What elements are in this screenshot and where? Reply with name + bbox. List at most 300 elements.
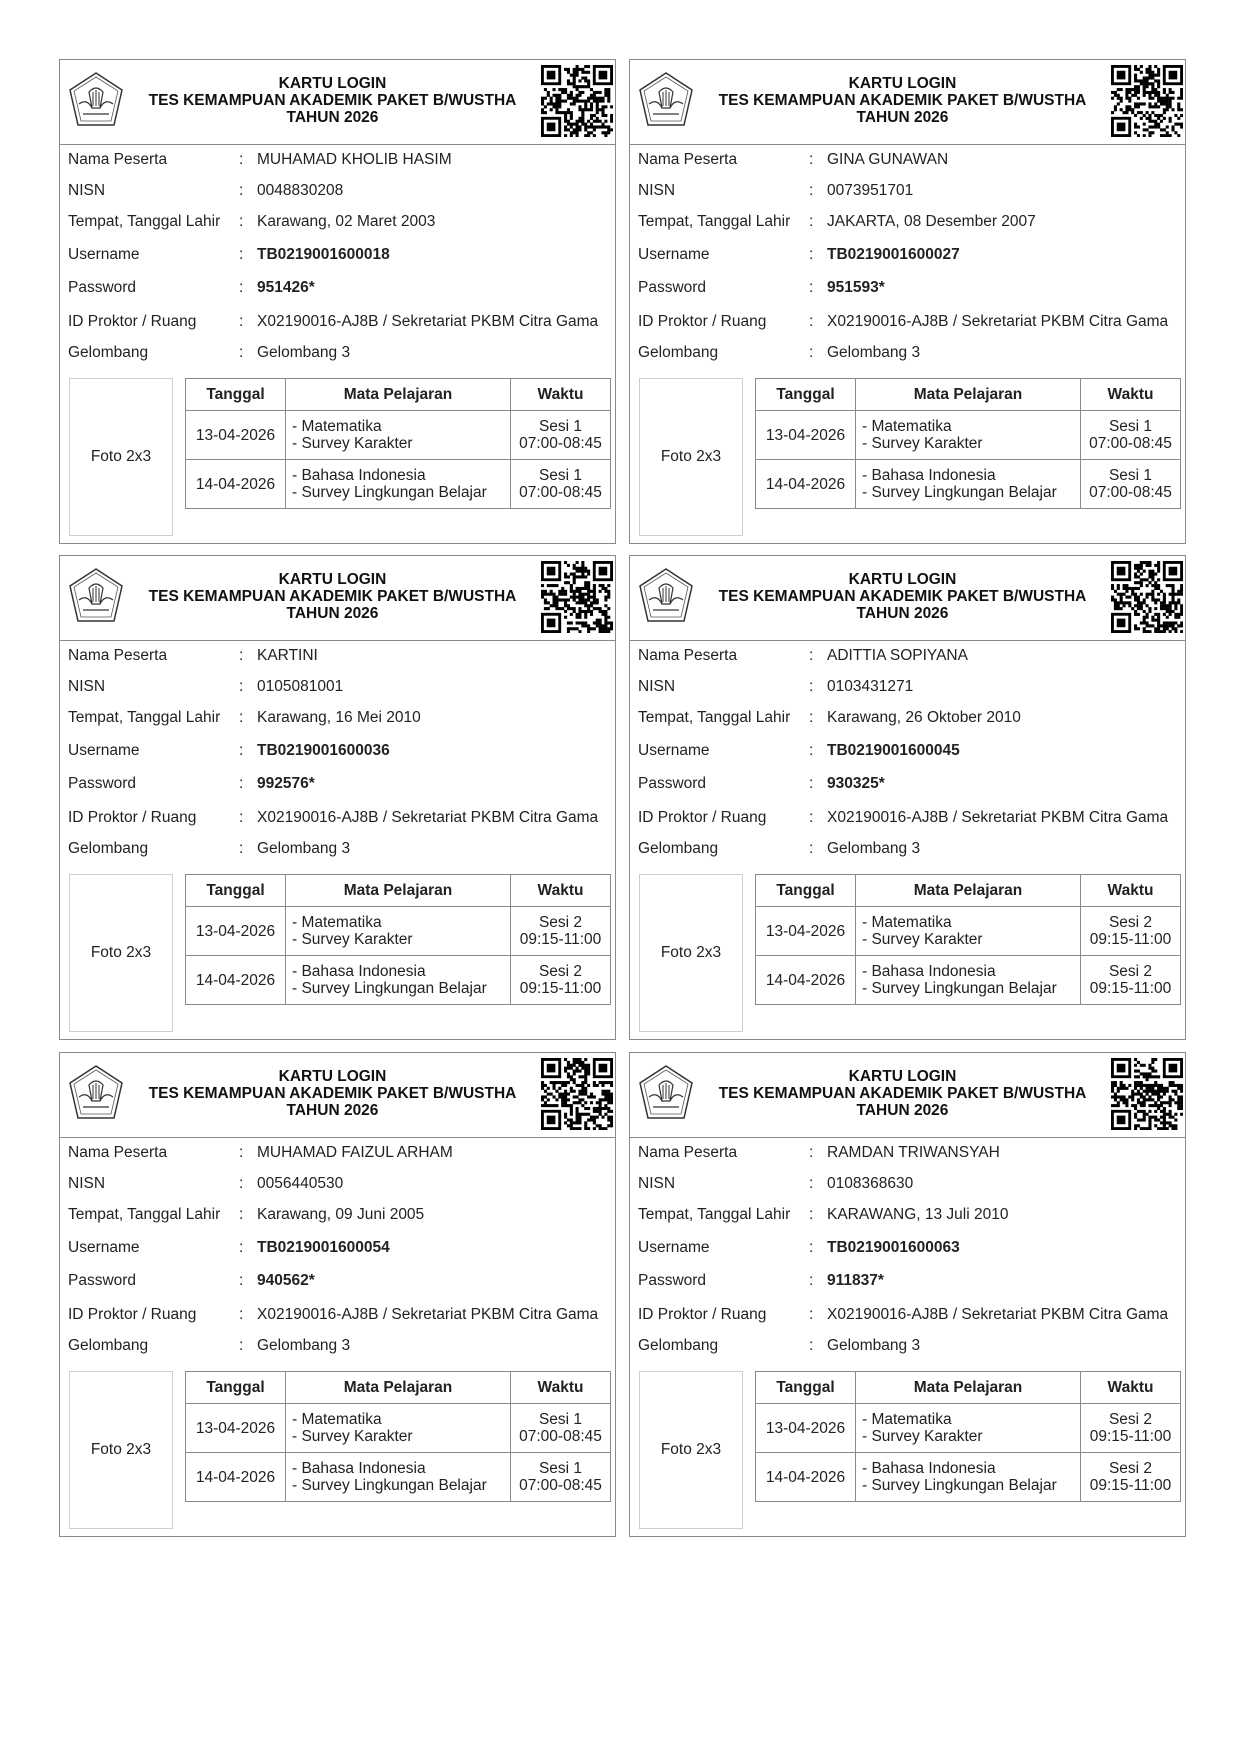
field-value-username: TB0219001600018 xyxy=(257,246,390,263)
time-range: 09:15-11:00 xyxy=(1089,931,1172,948)
cell-mata-pelajaran xyxy=(286,411,511,460)
session: Sesi 1 xyxy=(1108,418,1153,435)
field-value-password: 940562* xyxy=(257,1272,315,1289)
cell-mata-pelajaran xyxy=(856,956,1081,1005)
field-value-nama: MUHAMAD FAIZUL ARHAM xyxy=(257,1144,453,1161)
colon: : xyxy=(809,182,814,199)
field-value-gelombang: Gelombang 3 xyxy=(827,344,921,361)
title-line-2: TES KEMAMPUAN AKADEMIK PAKET B/WUSTHA xyxy=(718,92,1087,109)
title-line-1: KARTU LOGIN xyxy=(848,1068,957,1085)
photo-label: Foto 2x3 xyxy=(90,944,152,961)
title-line-2: TES KEMAMPUAN AKADEMIK PAKET B/WUSTHA xyxy=(718,1085,1087,1102)
field-label: Gelombang xyxy=(68,1337,149,1354)
field-value-nama: RAMDAN TRIWANSYAH xyxy=(827,1144,1000,1161)
photo-placeholder xyxy=(639,378,743,536)
session: Sesi 2 xyxy=(1108,1411,1153,1428)
time-range: 09:15-11:00 xyxy=(1089,1428,1172,1445)
colon: : xyxy=(809,678,814,695)
qr-code-icon xyxy=(541,65,613,137)
table-row xyxy=(186,907,611,956)
cell-tanggal: 14-04-2026 xyxy=(186,1453,286,1502)
field-label: Username xyxy=(638,1239,710,1256)
table-header-row xyxy=(756,875,1181,907)
field-value-nisn: 0105081001 xyxy=(257,678,344,695)
subject-2: - Survey Karakter xyxy=(292,1428,413,1445)
table-row xyxy=(756,411,1181,460)
cell-waktu xyxy=(511,460,611,509)
card-title xyxy=(700,571,1105,622)
field-value-nama: MUHAMAD KHOLIB HASIM xyxy=(257,151,452,168)
login-card xyxy=(629,1052,1186,1537)
tut-wuri-handayani-logo-icon xyxy=(67,1063,125,1125)
title-line-2: TES KEMAMPUAN AKADEMIK PAKET B/WUSTHA xyxy=(148,1085,517,1102)
column-header-mata-pelajaran: Mata Pelajaran xyxy=(856,379,1081,411)
time-range: 07:00-08:45 xyxy=(519,484,602,501)
field-value-ttl: KARAWANG, 13 Juli 2010 xyxy=(827,1206,1009,1223)
qr-code-icon xyxy=(541,561,613,633)
subject-2: - Survey Lingkungan Belajar xyxy=(862,484,1057,501)
tut-wuri-handayani-logo-icon xyxy=(637,70,695,132)
photo-placeholder xyxy=(639,874,743,1032)
table-row xyxy=(756,956,1181,1005)
session: Sesi 1 xyxy=(538,1460,583,1477)
table-row xyxy=(186,956,611,1005)
photo-label: Foto 2x3 xyxy=(660,448,722,465)
login-card xyxy=(59,1052,616,1537)
photo-label: Foto 2x3 xyxy=(90,448,152,465)
field-label: Gelombang xyxy=(638,1337,719,1354)
field-value-gelombang: Gelombang 3 xyxy=(827,1337,921,1354)
colon: : xyxy=(809,344,814,361)
cell-mata-pelajaran xyxy=(856,907,1081,956)
field-value-username: TB0219001600063 xyxy=(827,1239,960,1256)
cell-waktu xyxy=(1081,907,1181,956)
colon: : xyxy=(239,775,244,792)
field-label: Gelombang xyxy=(638,840,719,857)
table-header-row xyxy=(756,379,1181,411)
field-label: Nama Peserta xyxy=(68,647,168,664)
field-value-username: TB0219001600027 xyxy=(827,246,960,263)
photo-label: Foto 2x3 xyxy=(660,944,722,961)
login-card xyxy=(59,59,616,544)
field-label: Nama Peserta xyxy=(638,1144,738,1161)
cell-tanggal: 13-04-2026 xyxy=(756,907,856,956)
field-value-gelombang: Gelombang 3 xyxy=(257,344,351,361)
time-range: 07:00-08:45 xyxy=(519,435,602,452)
subject-1: - Bahasa Indonesia xyxy=(862,467,996,484)
subject-2: - Survey Lingkungan Belajar xyxy=(292,1477,487,1494)
table-header-row xyxy=(186,379,611,411)
login-card xyxy=(629,59,1186,544)
colon: : xyxy=(239,213,244,230)
colon: : xyxy=(809,1306,814,1323)
field-label: Password xyxy=(638,279,707,296)
field-value-password: 930325* xyxy=(827,775,885,792)
tut-wuri-handayani-logo-icon xyxy=(67,70,125,132)
qr-code-icon xyxy=(1111,65,1183,137)
colon: : xyxy=(809,775,814,792)
field-label: ID Proktor / Ruang xyxy=(68,809,197,826)
field-label: Password xyxy=(638,1272,707,1289)
photo-placeholder xyxy=(639,1371,743,1529)
field-value-ttl: Karawang, 16 Mei 2010 xyxy=(257,709,421,726)
field-label: NISN xyxy=(68,1175,106,1192)
field-label: Username xyxy=(638,742,710,759)
tut-wuri-handayani-logo-icon xyxy=(637,566,695,628)
colon: : xyxy=(809,709,814,726)
title-line-2: TES KEMAMPUAN AKADEMIK PAKET B/WUSTHA xyxy=(148,588,517,605)
time-range: 09:15-11:00 xyxy=(1089,1477,1172,1494)
subject-1: - Bahasa Indonesia xyxy=(862,1460,996,1477)
column-header-tanggal: Tanggal xyxy=(186,1372,286,1404)
colon: : xyxy=(239,1239,244,1256)
column-header-waktu: Waktu xyxy=(511,379,611,411)
field-value-password: 951426* xyxy=(257,279,315,296)
title-line-2: TES KEMAMPUAN AKADEMIK PAKET B/WUSTHA xyxy=(148,92,517,109)
colon: : xyxy=(239,279,244,296)
field-label: NISN xyxy=(638,678,676,695)
photo-placeholder xyxy=(69,378,173,536)
title-line-3: TAHUN 2026 xyxy=(286,1102,379,1119)
schedule-table xyxy=(755,378,1181,509)
photo-placeholder xyxy=(69,874,173,1032)
title-line-3: TAHUN 2026 xyxy=(856,109,949,126)
session: Sesi 2 xyxy=(1108,963,1153,980)
schedule-table xyxy=(185,378,611,509)
colon: : xyxy=(239,1337,244,1354)
cell-waktu xyxy=(511,907,611,956)
subject-2: - Survey Karakter xyxy=(292,435,413,452)
cell-waktu xyxy=(1081,460,1181,509)
cell-tanggal: 13-04-2026 xyxy=(186,411,286,460)
colon: : xyxy=(809,809,814,826)
column-header-waktu: Waktu xyxy=(1081,379,1181,411)
column-header-mata-pelajaran: Mata Pelajaran xyxy=(286,875,511,907)
field-label: Tempat, Tanggal Lahir xyxy=(638,1206,791,1223)
subject-2: - Survey Karakter xyxy=(862,435,983,452)
field-value-ttl: Karawang, 02 Maret 2003 xyxy=(257,213,436,230)
column-header-waktu: Waktu xyxy=(1081,1372,1181,1404)
field-value-username: TB0219001600054 xyxy=(257,1239,390,1256)
subject-1: - Matematika xyxy=(292,418,382,435)
colon: : xyxy=(809,279,814,296)
subject-1: - Matematika xyxy=(862,914,952,931)
colon: : xyxy=(239,182,244,199)
session: Sesi 1 xyxy=(1108,467,1153,484)
subject-1: - Bahasa Indonesia xyxy=(292,1460,426,1477)
subject-2: - Survey Lingkungan Belajar xyxy=(862,1477,1057,1494)
column-header-tanggal: Tanggal xyxy=(756,1372,856,1404)
time-range: 09:15-11:00 xyxy=(519,980,602,997)
field-label: ID Proktor / Ruang xyxy=(68,313,197,330)
title-line-3: TAHUN 2026 xyxy=(286,605,379,622)
colon: : xyxy=(809,1337,814,1354)
column-header-mata-pelajaran: Mata Pelajaran xyxy=(856,1372,1081,1404)
colon: : xyxy=(239,313,244,330)
subject-2: - Survey Karakter xyxy=(292,931,413,948)
cell-mata-pelajaran xyxy=(286,956,511,1005)
card-header xyxy=(630,556,1185,641)
session: Sesi 1 xyxy=(538,418,583,435)
field-label: Username xyxy=(68,742,140,759)
column-header-waktu: Waktu xyxy=(511,875,611,907)
colon: : xyxy=(809,1272,814,1289)
table-row xyxy=(756,907,1181,956)
time-range: 09:15-11:00 xyxy=(519,931,602,948)
cell-waktu xyxy=(1081,956,1181,1005)
qr-code-icon xyxy=(541,1058,613,1130)
colon: : xyxy=(809,1175,814,1192)
column-header-mata-pelajaran: Mata Pelajaran xyxy=(286,1372,511,1404)
title-line-2: TES KEMAMPUAN AKADEMIK PAKET B/WUSTHA xyxy=(718,588,1087,605)
field-value-gelombang: Gelombang 3 xyxy=(257,840,351,857)
colon: : xyxy=(809,840,814,857)
cell-mata-pelajaran xyxy=(856,460,1081,509)
schedule-table xyxy=(185,1371,611,1502)
photo-label: Foto 2x3 xyxy=(90,1441,152,1458)
time-range: 07:00-08:45 xyxy=(1089,484,1172,501)
subject-2: - Survey Lingkungan Belajar xyxy=(292,980,487,997)
subject-2: - Survey Lingkungan Belajar xyxy=(862,980,1057,997)
field-value-password: 992576* xyxy=(257,775,315,792)
subject-2: - Survey Lingkungan Belajar xyxy=(292,484,487,501)
subject-2: - Survey Karakter xyxy=(862,1428,983,1445)
cell-mata-pelajaran xyxy=(286,460,511,509)
tut-wuri-handayani-logo-icon xyxy=(637,1063,695,1125)
cell-waktu xyxy=(1081,1404,1181,1453)
table-row xyxy=(756,460,1181,509)
session: Sesi 2 xyxy=(538,914,583,931)
colon: : xyxy=(809,1239,814,1256)
cell-tanggal: 14-04-2026 xyxy=(756,956,856,1005)
field-value-proktor: X02190016-AJ8B / Sekretariat PKBM Citra Gama xyxy=(827,1306,1169,1323)
schedule-table xyxy=(755,874,1181,1005)
cell-tanggal: 13-04-2026 xyxy=(756,1404,856,1453)
title-line-3: TAHUN 2026 xyxy=(286,109,379,126)
colon: : xyxy=(809,1144,814,1161)
session: Sesi 2 xyxy=(1108,1460,1153,1477)
field-label: ID Proktor / Ruang xyxy=(638,809,767,826)
card-header xyxy=(630,1053,1185,1138)
field-value-proktor: X02190016-AJ8B / Sekretariat PKBM Citra Gama xyxy=(257,809,599,826)
login-card xyxy=(59,555,616,1040)
table-header-row xyxy=(186,1372,611,1404)
field-label: Password xyxy=(638,775,707,792)
subject-1: - Matematika xyxy=(862,1411,952,1428)
photo-placeholder xyxy=(69,1371,173,1529)
table-row xyxy=(756,1453,1181,1502)
table-header-row xyxy=(756,1372,1181,1404)
field-value-username: TB0219001600036 xyxy=(257,742,390,759)
colon: : xyxy=(239,1306,244,1323)
cell-mata-pelajaran xyxy=(856,411,1081,460)
subject-1: - Bahasa Indonesia xyxy=(292,467,426,484)
subject-1: - Matematika xyxy=(292,1411,382,1428)
card-title xyxy=(700,75,1105,126)
field-label: Nama Peserta xyxy=(68,151,168,168)
subject-2: - Survey Karakter xyxy=(862,931,983,948)
card-title xyxy=(700,1068,1105,1119)
table-row xyxy=(186,1404,611,1453)
colon: : xyxy=(239,1175,244,1192)
field-value-nama: ADITTIA SOPIYANA xyxy=(827,647,968,664)
session: Sesi 2 xyxy=(538,963,583,980)
column-header-waktu: Waktu xyxy=(1081,875,1181,907)
cell-waktu xyxy=(1081,411,1181,460)
cell-tanggal: 13-04-2026 xyxy=(756,411,856,460)
time-range: 07:00-08:45 xyxy=(519,1477,602,1494)
colon: : xyxy=(239,678,244,695)
colon: : xyxy=(239,709,244,726)
field-value-nisn: 0108368630 xyxy=(827,1175,914,1192)
colon: : xyxy=(809,742,814,759)
subject-1: - Matematika xyxy=(862,418,952,435)
field-value-nisn: 0103431271 xyxy=(827,678,914,695)
table-row xyxy=(186,460,611,509)
field-value-proktor: X02190016-AJ8B / Sekretariat PKBM Citra Gama xyxy=(257,1306,599,1323)
field-value-password: 951593* xyxy=(827,279,885,296)
colon: : xyxy=(809,647,814,664)
table-row xyxy=(186,411,611,460)
colon: : xyxy=(239,246,244,263)
field-label: Password xyxy=(68,775,137,792)
qr-code-icon xyxy=(1111,561,1183,633)
field-value-ttl: Karawang, 09 Juni 2005 xyxy=(257,1206,425,1223)
column-header-tanggal: Tanggal xyxy=(186,379,286,411)
field-value-gelombang: Gelombang 3 xyxy=(257,1337,351,1354)
field-label: Tempat, Tanggal Lahir xyxy=(68,213,221,230)
card-header xyxy=(60,1053,615,1138)
title-line-3: TAHUN 2026 xyxy=(856,1102,949,1119)
field-label: NISN xyxy=(638,182,676,199)
title-line-1: KARTU LOGIN xyxy=(848,75,957,92)
colon: : xyxy=(809,213,814,230)
qr-code-icon xyxy=(1111,1058,1183,1130)
session: Sesi 1 xyxy=(538,1411,583,1428)
cell-tanggal: 14-04-2026 xyxy=(186,956,286,1005)
title-line-1: KARTU LOGIN xyxy=(278,571,387,588)
cell-waktu xyxy=(511,411,611,460)
subject-1: - Matematika xyxy=(292,914,382,931)
column-header-waktu: Waktu xyxy=(511,1372,611,1404)
card-title xyxy=(130,571,535,622)
colon: : xyxy=(239,1272,244,1289)
field-label: Username xyxy=(68,1239,140,1256)
field-value-gelombang: Gelombang 3 xyxy=(827,840,921,857)
field-value-password: 911837* xyxy=(827,1272,884,1289)
field-value-nama: KARTINI xyxy=(257,647,318,664)
tut-wuri-handayani-logo-icon xyxy=(67,566,125,628)
field-value-ttl: JAKARTA, 08 Desember 2007 xyxy=(827,213,1036,230)
field-value-ttl: Karawang, 26 Oktober 2010 xyxy=(827,709,1021,726)
table-row xyxy=(756,1404,1181,1453)
card-title xyxy=(130,75,535,126)
colon: : xyxy=(239,151,244,168)
field-label: NISN xyxy=(68,678,106,695)
title-line-1: KARTU LOGIN xyxy=(278,75,387,92)
field-label: Gelombang xyxy=(68,344,149,361)
field-label: Password xyxy=(68,279,137,296)
subject-1: - Bahasa Indonesia xyxy=(862,963,996,980)
colon: : xyxy=(239,344,244,361)
field-label: Gelombang xyxy=(638,344,719,361)
field-label: ID Proktor / Ruang xyxy=(638,313,767,330)
colon: : xyxy=(809,246,814,263)
schedule-table xyxy=(185,874,611,1005)
time-range: 07:00-08:45 xyxy=(519,1428,602,1445)
field-label: NISN xyxy=(638,1175,676,1192)
card-header xyxy=(60,556,615,641)
title-line-1: KARTU LOGIN xyxy=(848,571,957,588)
cell-waktu xyxy=(511,956,611,1005)
cell-mata-pelajaran xyxy=(856,1453,1081,1502)
column-header-tanggal: Tanggal xyxy=(186,875,286,907)
column-header-tanggal: Tanggal xyxy=(756,875,856,907)
cell-mata-pelajaran xyxy=(286,1404,511,1453)
card-header xyxy=(60,60,615,145)
cell-waktu xyxy=(1081,1453,1181,1502)
photo-label: Foto 2x3 xyxy=(660,1441,722,1458)
field-value-nisn: 0048830208 xyxy=(257,182,344,199)
cell-tanggal: 14-04-2026 xyxy=(186,460,286,509)
field-value-proktor: X02190016-AJ8B / Sekretariat PKBM Citra Gama xyxy=(827,313,1169,330)
field-value-nisn: 0056440530 xyxy=(257,1175,344,1192)
field-label: Gelombang xyxy=(68,840,149,857)
field-value-proktor: X02190016-AJ8B / Sekretariat PKBM Citra Gama xyxy=(827,809,1169,826)
field-label: Tempat, Tanggal Lahir xyxy=(68,1206,221,1223)
cell-waktu xyxy=(511,1453,611,1502)
colon: : xyxy=(239,840,244,857)
session: Sesi 2 xyxy=(1108,914,1153,931)
field-label: Nama Peserta xyxy=(68,1144,168,1161)
field-label: Username xyxy=(68,246,140,263)
colon: : xyxy=(239,1206,244,1223)
field-label: ID Proktor / Ruang xyxy=(638,1306,767,1323)
colon: : xyxy=(239,1144,244,1161)
subject-1: - Bahasa Indonesia xyxy=(292,963,426,980)
field-label: Tempat, Tanggal Lahir xyxy=(638,213,791,230)
cell-tanggal: 13-04-2026 xyxy=(186,907,286,956)
cell-tanggal: 14-04-2026 xyxy=(756,460,856,509)
field-label: Tempat, Tanggal Lahir xyxy=(68,709,221,726)
colon: : xyxy=(239,647,244,664)
cell-mata-pelajaran xyxy=(286,1453,511,1502)
login-card xyxy=(629,555,1186,1040)
schedule-table xyxy=(755,1371,1181,1502)
table-header-row xyxy=(186,875,611,907)
colon: : xyxy=(809,1206,814,1223)
field-value-nama: GINA GUNAWAN xyxy=(827,151,949,168)
cell-tanggal: 14-04-2026 xyxy=(756,1453,856,1502)
time-range: 09:15-11:00 xyxy=(1089,980,1172,997)
field-label: Nama Peserta xyxy=(638,151,738,168)
cell-tanggal: 13-04-2026 xyxy=(186,1404,286,1453)
time-range: 07:00-08:45 xyxy=(1089,435,1172,452)
field-label: Username xyxy=(638,246,710,263)
field-label: Nama Peserta xyxy=(638,647,738,664)
column-header-tanggal: Tanggal xyxy=(756,379,856,411)
card-title xyxy=(130,1068,535,1119)
field-value-proktor: X02190016-AJ8B / Sekretariat PKBM Citra Gama xyxy=(257,313,599,330)
title-line-1: KARTU LOGIN xyxy=(278,1068,387,1085)
field-value-username: TB0219001600045 xyxy=(827,742,960,759)
colon: : xyxy=(239,809,244,826)
card-header xyxy=(630,60,1185,145)
column-header-mata-pelajaran: Mata Pelajaran xyxy=(856,875,1081,907)
colon: : xyxy=(239,742,244,759)
column-header-mata-pelajaran: Mata Pelajaran xyxy=(286,379,511,411)
session: Sesi 1 xyxy=(538,467,583,484)
